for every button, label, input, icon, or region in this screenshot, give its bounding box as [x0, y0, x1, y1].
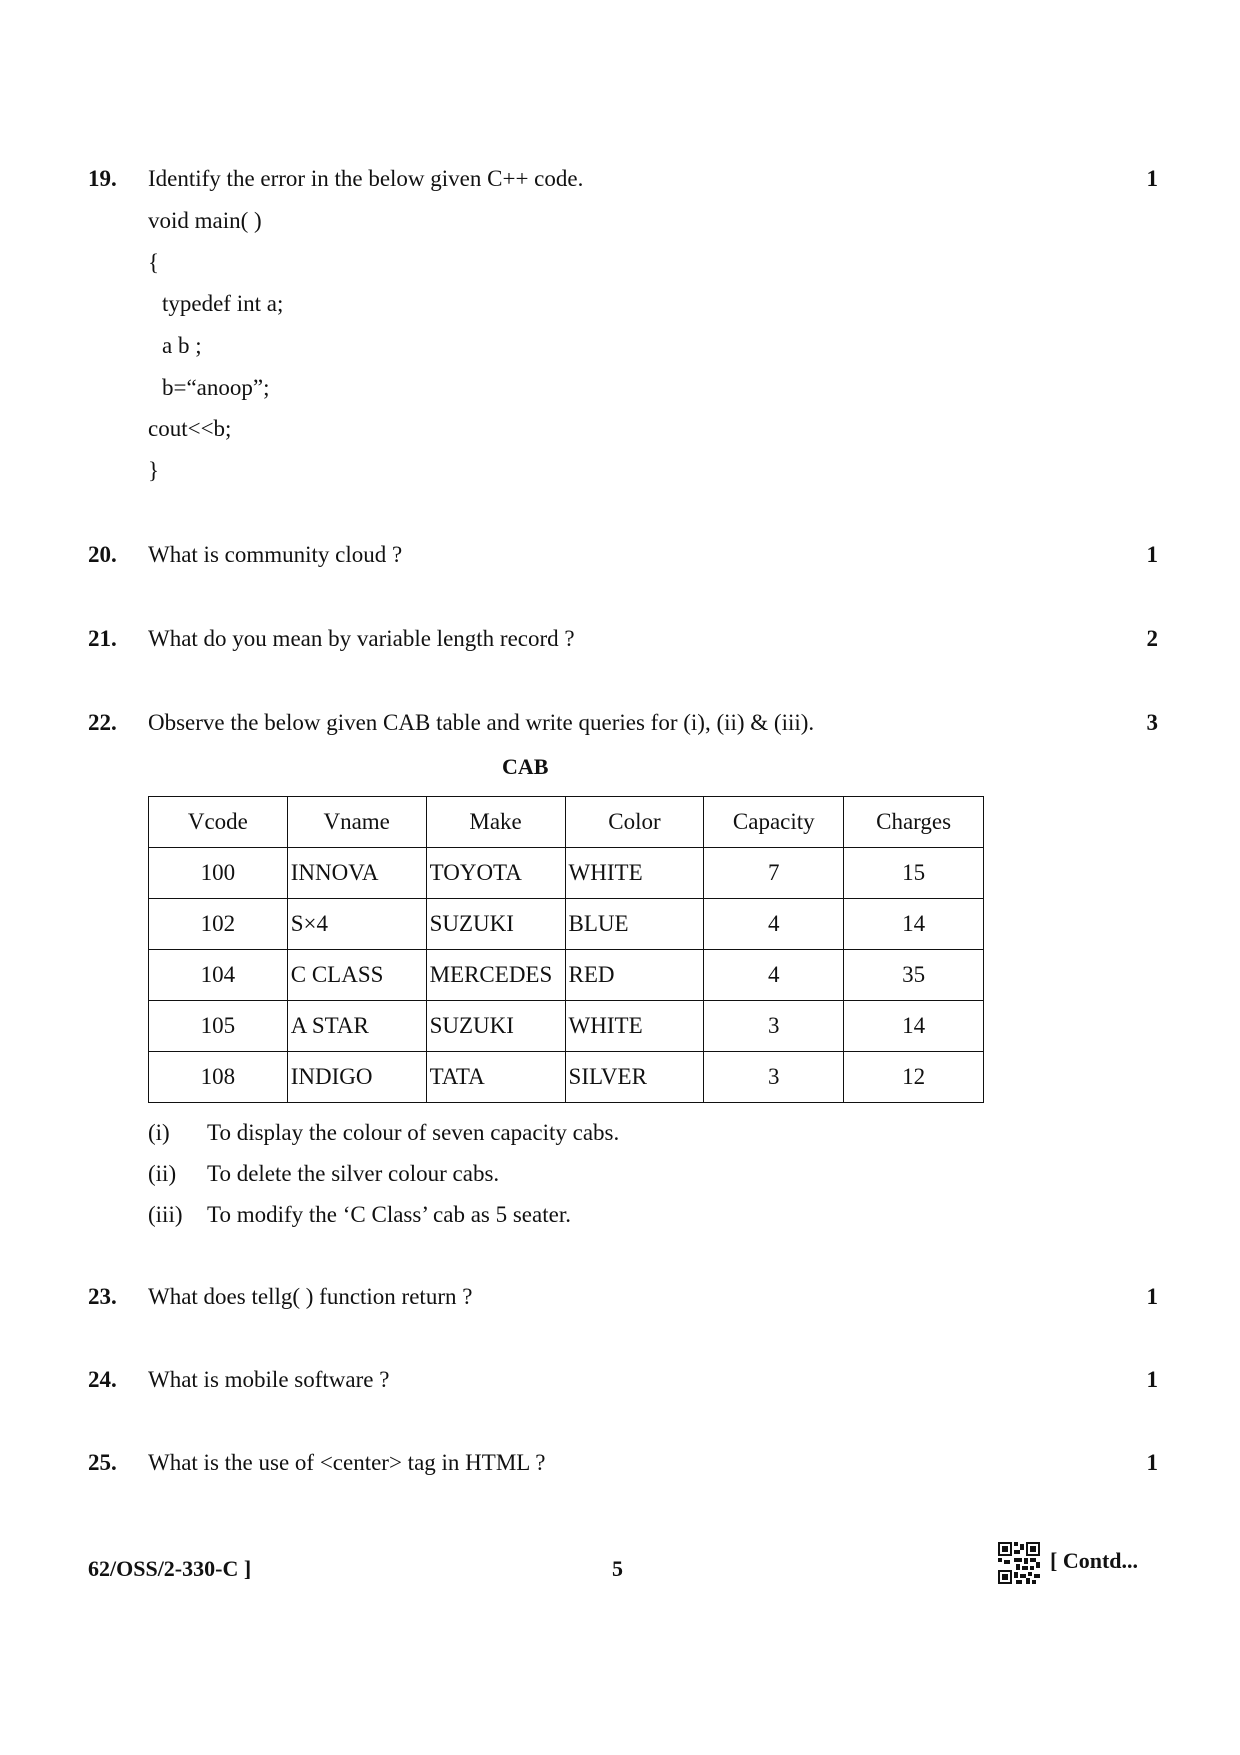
table-row	[149, 1052, 984, 1103]
question-marks: 1	[1146, 1450, 1158, 1475]
table-title: CAB	[502, 754, 549, 779]
table-header-row	[149, 797, 984, 848]
question-marks: 1	[1146, 166, 1158, 191]
question-marks: 1	[1146, 1367, 1158, 1392]
code-line: a b ;	[162, 333, 202, 358]
column-header: Vcode	[149, 797, 288, 848]
table-cell: 4	[704, 899, 844, 950]
question-text: What do you mean by variable length record ?	[148, 626, 575, 651]
table-cell: BLUE	[565, 899, 704, 950]
table-cell: 3	[704, 1001, 844, 1052]
question-marks: 1	[1146, 542, 1158, 567]
table-cell: 105	[149, 1001, 288, 1052]
question-text: What is the use of <center> tag in HTML ?	[148, 1450, 546, 1475]
question-text: What does tellg( ) function return ?	[148, 1284, 473, 1309]
question-text: Identify the error in the below given C++ code.	[148, 166, 584, 191]
table-cell: 100	[149, 848, 288, 899]
table-cell: 3	[704, 1052, 844, 1103]
table-cell: S×4	[287, 899, 426, 950]
table-cell: C CLASS	[287, 950, 426, 1001]
code-line: {	[148, 250, 160, 275]
table-cell: 7	[704, 848, 844, 899]
table-cell: 108	[149, 1052, 288, 1103]
code-line: b=“anoop”;	[162, 375, 270, 400]
question-number: 25.	[88, 1450, 117, 1475]
paper-code: 62/OSS/2-330-C ]	[88, 1556, 252, 1581]
table-cell: INNOVA	[287, 848, 426, 899]
code-line: typedef int a;	[162, 291, 284, 316]
continued-marker: [ Contd...	[1050, 1548, 1139, 1573]
subpart-label: (iii)	[148, 1202, 183, 1227]
table-cell: MERCEDES	[426, 950, 565, 1001]
table-cell: SILVER	[565, 1052, 704, 1103]
table-cell: WHITE	[565, 1001, 704, 1052]
qr-code-icon	[998, 1542, 1040, 1584]
table-row	[149, 899, 984, 950]
column-header: Vname	[287, 797, 426, 848]
question-marks: 2	[1146, 626, 1158, 651]
question-number: 21.	[88, 626, 117, 651]
column-header: Charges	[844, 797, 984, 848]
subpart-label: (ii)	[148, 1161, 177, 1186]
table-cell: 4	[704, 950, 844, 1001]
question-marks: 1	[1146, 1284, 1158, 1309]
table-row	[149, 848, 984, 899]
question-text: What is community cloud ?	[148, 542, 403, 567]
question-text: Observe the below given CAB table and write queries for (i), (ii) & (iii).	[148, 710, 815, 735]
table-cell: INDIGO	[287, 1052, 426, 1103]
code-line: void main( )	[148, 208, 262, 233]
table-row	[149, 950, 984, 1001]
table-cell: SUZUKI	[426, 899, 565, 950]
cab-table	[148, 796, 984, 1103]
column-header: Color	[565, 797, 704, 848]
page-number: 5	[612, 1556, 623, 1581]
table-cell: WHITE	[565, 848, 704, 899]
table-cell: A STAR	[287, 1001, 426, 1052]
table-cell: RED	[565, 950, 704, 1001]
question-number: 23.	[88, 1284, 117, 1309]
table-cell: 35	[844, 950, 984, 1001]
table-cell: TATA	[426, 1052, 565, 1103]
table-cell: 104	[149, 950, 288, 1001]
table-row	[149, 1001, 984, 1052]
subpart-label: (i)	[148, 1120, 170, 1145]
table-cell: SUZUKI	[426, 1001, 565, 1052]
code-line: cout<<b;	[148, 416, 232, 441]
question-text: What is mobile software ?	[148, 1367, 390, 1392]
subpart-text: To display the colour of seven capacity cabs.	[207, 1120, 620, 1145]
table-cell: 14	[844, 899, 984, 950]
question-number: 20.	[88, 542, 117, 567]
column-header: Capacity	[704, 797, 844, 848]
subpart-text: To modify the ‘C Class’ cab as 5 seater.	[207, 1202, 571, 1227]
table-cell: 12	[844, 1052, 984, 1103]
question-number: 22.	[88, 710, 117, 735]
subpart-text: To delete the silver colour cabs.	[207, 1161, 500, 1186]
question-number: 19.	[88, 166, 117, 191]
table-cell: TOYOTA	[426, 848, 565, 899]
table-cell: 102	[149, 899, 288, 950]
table-cell: 15	[844, 848, 984, 899]
question-marks: 3	[1146, 710, 1158, 735]
question-number: 24.	[88, 1367, 117, 1392]
column-header: Make	[426, 797, 565, 848]
table-cell: 14	[844, 1001, 984, 1052]
code-line: }	[148, 458, 160, 483]
